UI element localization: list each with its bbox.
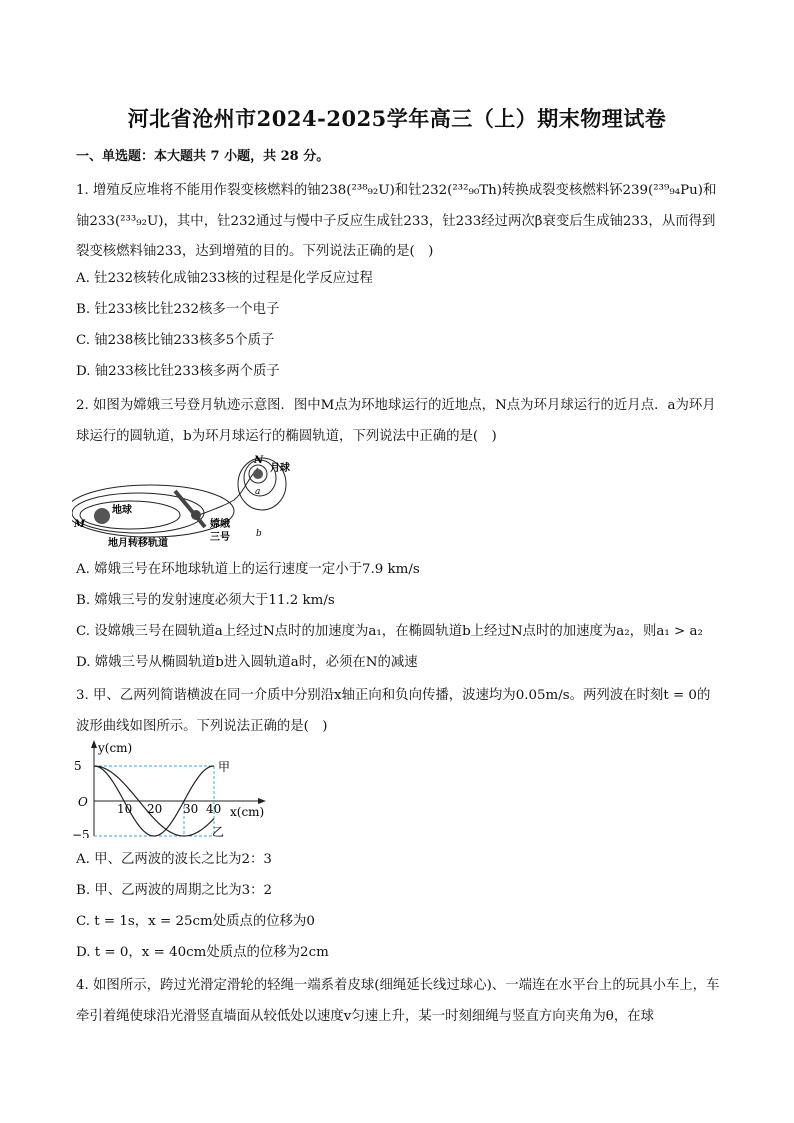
q3-option-b: B. 甲、乙两波的周期之比为3：2 bbox=[76, 883, 273, 898]
y-axis-arrow bbox=[91, 740, 97, 748]
question-2-stem: 2. 如图为嫦娥三号登月轨迹示意图．图中M点为环地球运行的近地点，N点为环月球运行的近月点．a为环月球运行的圆轨道，b为环月球运行的椭圆轨道，下列说法中正确的是( ) bbox=[76, 398, 716, 444]
label-yi: 乙 bbox=[212, 825, 225, 838]
label-m: M bbox=[74, 519, 86, 530]
q3-option-a: A. 甲、乙两波的波长之比为2：3 bbox=[76, 852, 272, 867]
q2-option-b: B. 嫦娥三号的发射速度必须大于11.2 km/s bbox=[76, 593, 335, 608]
label-n: N bbox=[254, 455, 264, 466]
section-heading: 一、单选题：本大题共 7 小题，共 28 分。 bbox=[76, 149, 330, 164]
wave-graph-figure bbox=[72, 738, 272, 838]
question-3-stem: 3. 甲、乙两列简谐横波在同一介质中分别沿x轴正向和负向传播，波速均为0.05m/s。两列波在时刻t = 0的波形曲线如图所示。下列说法正确的是( ) bbox=[76, 688, 711, 734]
probe-body bbox=[191, 510, 201, 520]
question-1-stem: 1. 增殖反应堆将不能用作裂变核燃料的铀238(²³⁸₉₂U)和钍232(²³²₉₀Th)转换成裂变核燃料钚239(²³⁹₉₄Pu)和铀233(²³³₉₂U)，其中，钍232通过与慢中子反应生成钍233，钍233经过两次β衰变后生成铀233，从而得到裂变核燃料铀233，达到增殖的目的。下列说法正确的是( ) bbox=[76, 183, 717, 259]
label-probe-line2: 三号 bbox=[210, 532, 230, 543]
q2-option-a: A. 嫦娥三号在环地球轨道上的运行速度一定小于7.9 km/s bbox=[76, 562, 420, 577]
label-probe-line1: 嫦娥 bbox=[210, 519, 230, 530]
q3-option-c: C. t = 1s，x = 25cm处质点的位移为0 bbox=[76, 914, 315, 929]
q1-option-d: D. 铀233核比钍233核多两个质子 bbox=[76, 364, 280, 379]
label-moon: 月球 bbox=[270, 463, 290, 474]
chang-e-orbit-figure bbox=[72, 454, 312, 550]
x-tick-20: 20 bbox=[147, 802, 163, 816]
q2-option-c: C. 设嫦娥三号在圆轨道a上经过N点时的加速度为a₁，在椭圆轨道b上经过N点时的加速度为a₂，则a₁ > a₂ bbox=[76, 624, 703, 639]
probe-wing bbox=[175, 491, 205, 527]
x-axis-arrow bbox=[258, 798, 266, 804]
origin-label: O bbox=[78, 795, 88, 809]
y-axis-label: y(cm) bbox=[98, 741, 133, 755]
x-tick-30: 30 bbox=[183, 802, 199, 816]
label-transfer-orbit: 地月转移轨道 bbox=[108, 538, 168, 549]
label-b: b bbox=[256, 529, 262, 539]
moon-icon bbox=[253, 469, 263, 479]
q1-option-a: A. 钍232核转化成铀233核的过程是化学反应过程 bbox=[76, 271, 373, 286]
q1-option-b: B. 钍233核比钍232核多一个电子 bbox=[76, 302, 280, 317]
earth-icon bbox=[94, 508, 110, 524]
page-title: 河北省沧州市2024-2025学年高三（上）期末物理试卷 bbox=[127, 106, 667, 131]
q1-option-c: C. 铀238核比铀233核多5个质子 bbox=[76, 333, 275, 348]
label-earth: 地球 bbox=[112, 505, 132, 516]
q2-option-d: D. 嫦娥三号从椭圆轨道b进入圆轨道a时，必须在N的减速 bbox=[76, 655, 418, 670]
x-tick-40: 40 bbox=[206, 802, 222, 816]
label-jia: 甲 bbox=[218, 760, 231, 774]
y-tick-minus5: −5 bbox=[72, 828, 90, 838]
question-4-stem: 4. 如图所示，跨过光滑定滑轮的轻绳一端系着皮球(细绳延长线过球心)、一端连在水平台上的玩具小车上，车牵引着绳使球沿光滑竖直墙面从较低处以速度v匀速上升，某一时刻细绳与竖直方向夹角为θ，在球 bbox=[76, 978, 720, 1024]
x-axis-label: x(cm) bbox=[230, 805, 265, 819]
y-tick-5: 5 bbox=[74, 759, 82, 773]
x-tick-10: 10 bbox=[117, 802, 133, 816]
q3-option-d: D. t = 0，x = 40cm处质点的位移为2cm bbox=[76, 945, 329, 960]
label-a: a bbox=[255, 487, 261, 497]
